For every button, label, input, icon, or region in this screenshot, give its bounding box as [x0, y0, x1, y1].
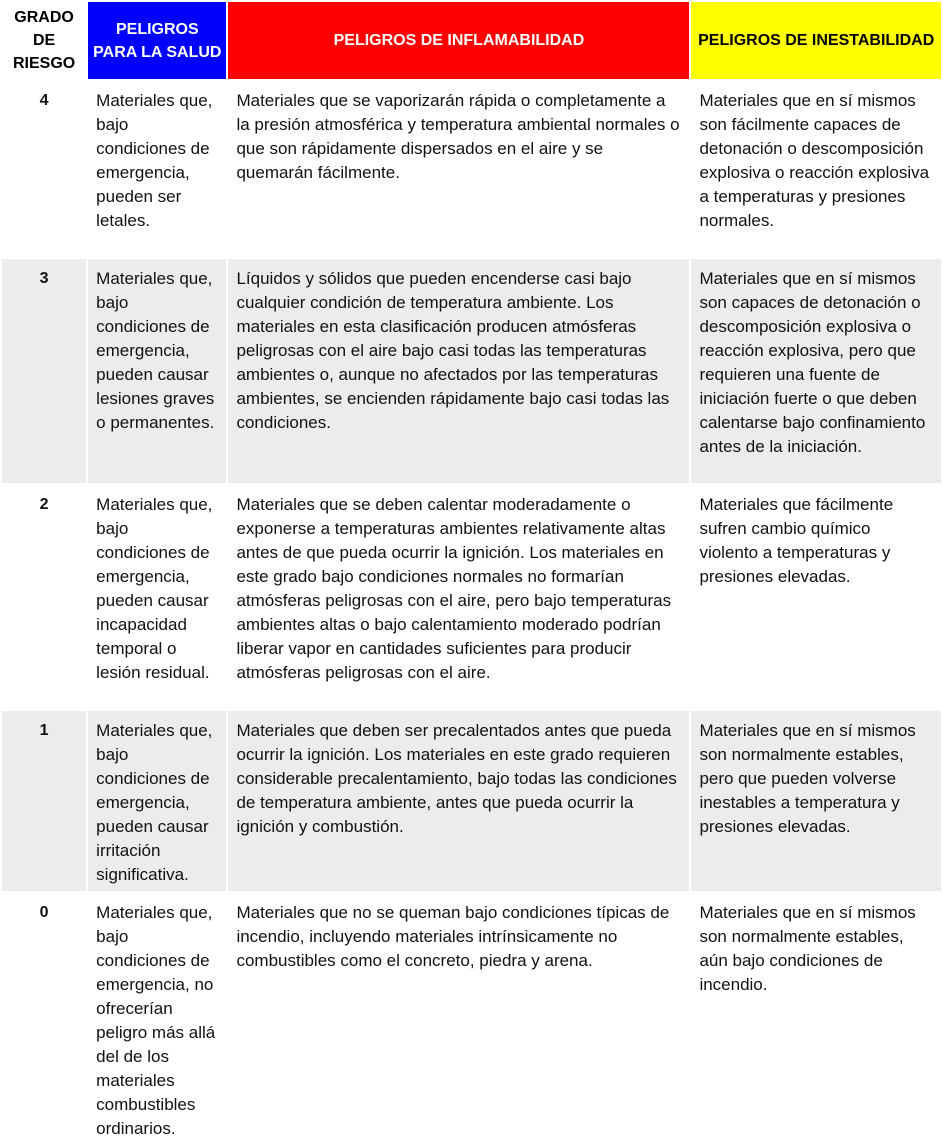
- grade-cell: 4: [2, 81, 86, 257]
- instability-cell: Materiales que en sí mismos son capaces de detonación o descomposición explosiva o reacción explosiva, pero que requieren una fuente de iniciación fuerte o que deben calentarse bajo confinamiento antes de la iniciación.: [691, 259, 941, 483]
- instability-cell: Materiales que en sí mismos son fácilmente capaces de detonación o descomposición explosiva o reacción explosiva a temperaturas y presiones normales.: [691, 81, 941, 257]
- flammability-cell: Materiales que se deben calentar moderadamente o exponerse a temperaturas ambientes relativamente altas antes de que pueda ocurrir la ignición. Los materiales en este grado bajo condiciones normales no formarían atmósferas peligrosas con el aire, pero bajo temperaturas ambientes altas o bajo calentamiento moderado podrían liberar vapor en cantidades suficientes para producir atmósferas peligrosas con el aire.: [228, 485, 689, 709]
- header-grade: GRADO DE RIESGO: [2, 2, 86, 79]
- table-row: [2, 711, 941, 891]
- health-cell: Materiales que, bajo condiciones de emergencia, pueden ser letales.: [88, 81, 226, 257]
- grade-cell: 0: [2, 893, 86, 1145]
- grade-cell: 1: [2, 711, 86, 891]
- header-instability-hazards: PELIGROS DE INESTABILIDAD: [691, 2, 941, 79]
- header-health-hazards: PELIGROS PARA LA SALUD: [88, 2, 226, 79]
- table-row: [2, 81, 941, 257]
- flammability-cell: Materiales que se vaporizarán rápida o completamente a la presión atmosférica y temperatura ambiental normales o que son rápidamente dispersados en el aire y se quemarán fácilmente.: [228, 81, 689, 257]
- instability-cell: Materiales que fácilmente sufren cambio químico violento a temperaturas y presiones elevadas.: [691, 485, 941, 709]
- health-cell: Materiales que, bajo condiciones de emergencia, no ofrecerían peligro más allá del de los materiales combustibles ordinarios.: [88, 893, 226, 1145]
- health-cell: Materiales que, bajo condiciones de emergencia, pueden causar incapacidad temporal o lesión residual.: [88, 485, 226, 709]
- grade-cell: 3: [2, 259, 86, 483]
- flammability-cell: Líquidos y sólidos que pueden encenderse casi bajo cualquier condición de temperatura ambiente. Los materiales en esta clasificación producen atmósferas peligrosas con el aire bajo casi todas las temperaturas ambientes o, aunque no afectados por las temperaturas ambientes, se encienden rápidamente bajo casi todas las condiciones.: [228, 259, 689, 483]
- flammability-cell: Materiales que deben ser precalentados antes que pueda ocurrir la ignición. Los materiales en este grado requieren considerable precalentamiento, bajo todas las condiciones de temperatura ambiente, antes que pueda ocurrir la ignición y combustión.: [228, 711, 689, 891]
- header-flammability-hazards: PELIGROS DE INFLAMABILIDAD: [228, 2, 689, 79]
- table-row: [2, 259, 941, 483]
- header-row: [2, 2, 941, 79]
- health-cell: Materiales que, bajo condiciones de emergencia, pueden causar lesiones graves o permanentes.: [88, 259, 226, 483]
- table-row: [2, 893, 941, 1145]
- instability-cell: Materiales que en sí mismos son normalmente estables, pero que pueden volverse inestables a temperatura y presiones elevadas.: [691, 711, 941, 891]
- grade-cell: 2: [2, 485, 86, 709]
- table-row: [2, 485, 941, 709]
- instability-cell: Materiales que en sí mismos son normalmente estables, aún bajo condiciones de incendio.: [691, 893, 941, 1145]
- flammability-cell: Materiales que no se queman bajo condiciones típicas de incendio, incluyendo materiales intrínsicamente no combustibles como el concreto, piedra y arena.: [228, 893, 689, 1145]
- health-cell: Materiales que, bajo condiciones de emergencia, pueden causar irritación significativa.: [88, 711, 226, 891]
